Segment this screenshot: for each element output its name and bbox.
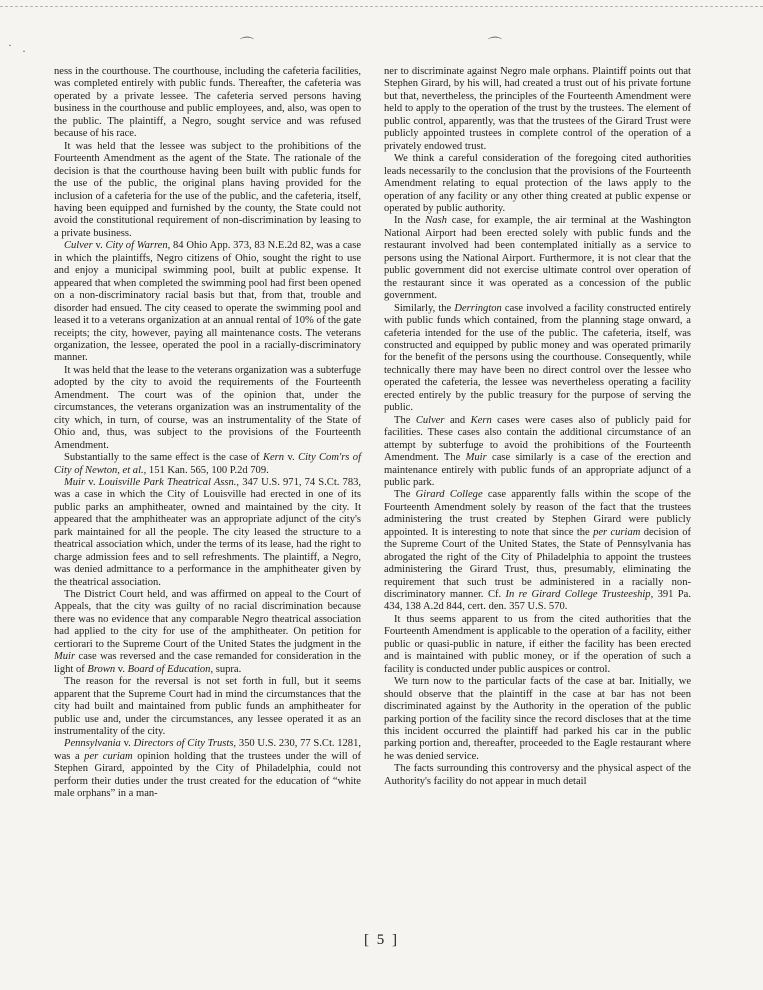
paragraph: Similarly, the Derrington case involved a facility constructed entirely with public funds which contained, from the planning stage onward, a cafeteria intended for the use of the public. The cafeteria, itself, was constructed and equipped by public money and was operated primarily for the benefit of the persons using the courthouse. Consequently, while technically there may have been no direct control over the lessee who operated the cafeteria, the lessee was nevertheless operating a facility erected entirely by the public treasury for the purpose of serving the public. xyxy=(384,302,691,414)
punch-mark: ⌒ xyxy=(488,38,502,53)
paragraph: ner to discriminate against Negro male orphans. Plaintiff points out that Stephen Girard, by his will, had created a trust out of his private fortune but that, nevertheless, the principles of the Fourteenth Amendment were held to apply to the operation of the trust by the trustees. The element of public control, apparently, was that the trustees of the Girard Trust were publicly appointed trustees in complete control of the operation of a privately endowed trust. xyxy=(384,66,691,152)
paragraph: Culver v. City of Warren, 84 Ohio App. 373, 83 N.E.2d 82, was a case in which the plaintiffs, Negro citizens of Ohio, sought the right to use and enjoy a municipal swimming pool, built at public expense. It appeared that when completed the swimming pool had first been opened on a non-discriminatory racial basis but that, from that, trouble and disorder had ensued. The city ceased to operate the swimming pool and leased it to a veterans organization at an annual rental of 10% of the gate receipts; the city, however, paying all maintenance costs. The veterans organization, the lessee, operated the pool in a racially-discriminatory manner. xyxy=(54,240,361,364)
paragraph: ness in the courthouse. The courthouse, including the cafeteria facilities, was completed entirely with public funds. Thereafter, the cafeteria was operated by a private lessee. The cafeteria served persons having business in the courthouse and public employees, and, also, was open to the public. The plaintiff, a Negro, sought service and was refused because of his race. xyxy=(54,66,361,140)
paragraph: It thus seems apparent to us from the cited authorities that the Fourteenth Amendment is applicable to the operation of a facility, either public or quasi-public in nature, if either the facility has been erected and is maintained with public money, or if the operation of such a facility is conducted under public auspices or control. xyxy=(384,613,691,675)
scan-speck: · xyxy=(8,38,12,52)
left-text-column xyxy=(54,66,361,801)
paragraph: The facts surrounding this controversy and the physical aspect of the Authority's facility do not appear in much detail xyxy=(384,763,691,787)
paragraph: It was held that the lease to the veterans organization was a subterfuge adopted by the city to avoid the requirements of the Fourteenth Amendment. The court was of the opinion that, under the circumstances, the veterans organization was an instrumentality of the city which, in turn, of course, was an instrumentality of the State of Ohio and, thus, was subject to the provisions of the Fourteenth Amendment. xyxy=(54,364,361,451)
scan-speck: · xyxy=(22,44,26,58)
paragraph: The Girard College case apparently falls within the scope of the Fourteenth Amendment solely by reason of the fact that the trustees administering the trust created by Stephen Girard were publicly appointed. It is interesting to note that since the per curiam decision of the Supreme Court of the United States, the State of Pennsylvania has abrogated the right of the City of Philadelphia to appoint the trustees administering the Girard Trust, thus, presumably, eliminating the requirement that such trust be administered in a racially non-discriminatory manner. Cf. In re Girard College Trusteeship, 391 Pa. 434, 138 A.2d 844, cert. den. 357 U.S. 570. xyxy=(384,489,691,613)
paragraph: Substantially to the same effect is the case of Kern v. City Com'rs of City of Newton, et al., 151 Kan. 565, 100 P.2d 709. xyxy=(54,452,361,476)
paragraph: Muir v. Louisville Park Theatrical Assn., 347 U.S. 971, 74 S.Ct. 783, was a case in which the City of Louisville had erected in one of its public parks an amphitheater, owned and maintained by the city. It appeared that the amphitheater was an appropriate adjunct of the city's park maintained for all the people. The city leased the structure to a theatrical association which, under the terms of its lease, had the right to charge admission fees and to sell refreshments. The plaintiff, a Negro, was denied admittance to a performance in the amphitheater given by the theatrical association. xyxy=(54,476,361,588)
right-text-column xyxy=(384,66,691,788)
paragraph: We think a careful consideration of the foregoing cited authorities leads necessarily to the conclusion that the provisions of the Fourteenth Amendment relating to equal protection of the laws apply to the operation of any facility or any other thing created at public expense or operated by public authority. xyxy=(384,153,691,214)
paragraph: The District Court held, and was affirmed on appeal to the Court of Appeals, that the city was guilty of no racial discrimination because there was no evidence that any comparable Negro theatrical association had applied to the city for use of the amphitheater. On petition for certiorari to the Supreme Court of the United States the judgment in the Muir case was reversed and the case remanded for consideration in the light of Brown v. Board of Education, supra. xyxy=(54,589,361,675)
punch-mark: ⌒ xyxy=(240,38,254,53)
paragraph: Pennsylvania v. Directors of City Trusts, 350 U.S. 230, 77 S.Ct. 1281, was a per curiam opinion holding that the trustees under the will of Stephen Girard, appointed by the City of Philadelphia, could not perform their duties under the trust created for the education of “white male orphans” in a man- xyxy=(54,738,361,800)
paragraph: The Culver and Kern cases were cases also of publicly paid for facilities. These cases also contain the additional circumstance of an attempt by subterfuge to avoid the prohibitions of the Fourteenth Amendment. The Muir case similarly is a case of the erection and maintenance entirely with public funds of an appropriate adjunct of a public park. xyxy=(384,414,691,488)
paragraph: We turn now to the particular facts of the case at bar. Initially, we should observe that the plaintiff in the case at bar has not been discriminated against by the Authority in the operation of the public parking portion of the facility since the record discloses that at the time this incident occurred the plaintiff had parked his car in the public parking portion and, thereafter, proceeded to the Eagle restaurant where he was denied service. xyxy=(384,676,691,762)
paragraph: In the Nash case, for example, the air terminal at the Washington National Airport had been erected solely with public funds and the restaurant involved had been contemplated initially as a service to persons using the National Airport. Furthermore, it is not clear that the public government did not exercise ultimate control over operation of the restaurant since it was operated as a concession of the public government. xyxy=(384,215,691,302)
paragraph: The reason for the reversal is not set forth in full, but it seems apparent that the Supreme Court had in mind the circumstances that the city had built and maintained from public funds an amphitheater for public use and, under the circumstances, any lessee operated it as an instrumentality of the city. xyxy=(54,676,361,738)
page-top-border xyxy=(0,0,763,7)
page-number: [ 5 ] xyxy=(364,932,399,948)
paragraph: It was held that the lessee was subject to the prohibitions of the Fourteenth Amendment as the agent of the State. The rationale of the decision is that the courthouse having been built with public funds for the use of the public, the original plans having provided for the inclusion of a cafeteria for the use of the public, and the cafeteria, itself, having been equipped and furnished by the county, the State could not avoid the constitutional requirement of non-discrimination by leasing to a private business. xyxy=(54,140,361,239)
